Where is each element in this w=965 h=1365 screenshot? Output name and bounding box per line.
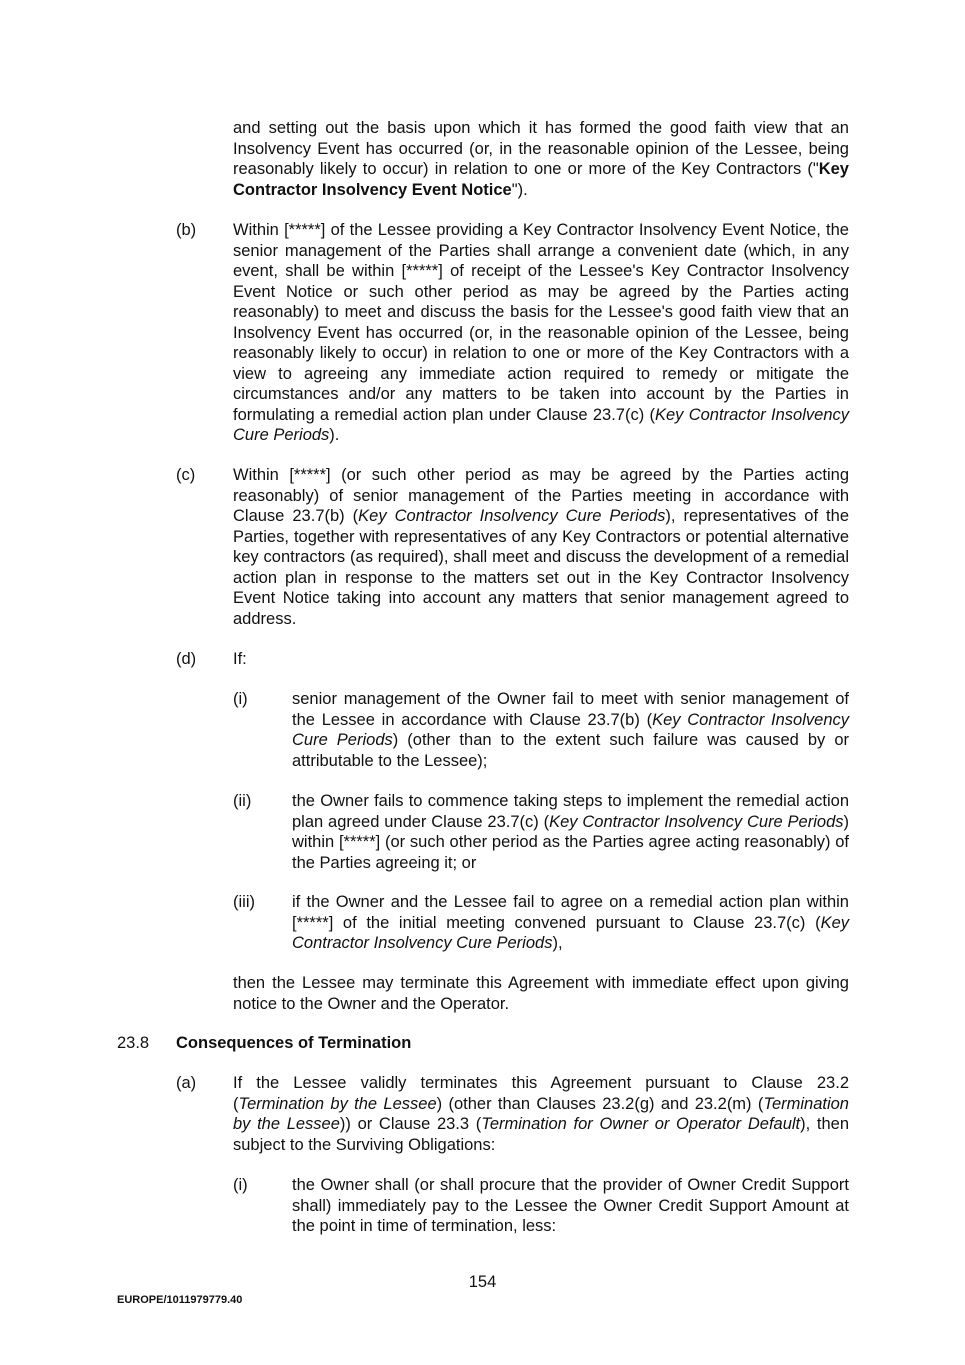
para-d-ii-italic: Key Contractor Insolvency Cure Periods [549, 812, 844, 831]
para-d-ii-label: (ii) [233, 792, 252, 810]
section-a-label: (a) [176, 1074, 197, 1092]
section-a-i3: Termination for Owner or Operator Default [481, 1115, 801, 1133]
intro-paragraph [233, 118, 849, 200]
section-a-t3: )) or Clause 23.3 ( [339, 1115, 482, 1133]
document-reference: EUROPE/1011979779.40 [117, 1294, 243, 1306]
intro-text-end: "). [511, 180, 528, 199]
para-c-label: (c) [176, 466, 196, 484]
para-d-iii-end: ), [552, 934, 563, 952]
para-d-i-end: ) (other than to the extent such failure was caused by or attributable to the Lessee); [292, 731, 849, 770]
section-title: Consequences of Termination [176, 1034, 412, 1052]
para-d-ii-end: ) within [*****] (or such other period as the Parties agree acting reasonably) of the Parties agreeing it; or [292, 812, 850, 872]
para-d-label: (d) [176, 650, 197, 668]
para-d-iii-text [292, 892, 849, 954]
para-b-main: Within [*****] of the Lessee providing a Key Contractor Insolvency Event Notice, the senior management of the Parties shall arrange a convenient date (which, in any event, shall be within [*****] of receipt of the Lessee's Key Contractor Insolvency Event Notice or such other period as may be agreed by the Parties acting reasonably) to meet and discuss the basis for the Lessee's good faith view that an Insolvency Event has occurred (or, in the reasonable opinion of the Lessee, being reasonably likely to occur) in relation to one or more of the Key Contractors with a view to agreeing any immediate action required to remedy or mitigate the circumstances and/or any matters to be taken into account by the Parties in formulating a remedial action plan under Clause 23.7(c) ( [233, 221, 849, 424]
para-d-then-text: then the Lessee may terminate this Agreement with immediate effect upon giving notice to the Owner and the Operator. [233, 974, 849, 1013]
para-d-i-main: senior management of the Owner fail to meet with senior management of the Lessee in accordance with Clause 23.7(b) ( [292, 690, 849, 729]
para-d-ii-text [292, 791, 849, 873]
para-d-iii-italic: Key Contractor Insolvency Cure Periods [292, 913, 849, 952]
section-a-t2: ) (other than Clauses 23.2(g) and 23.2(m) ( [436, 1094, 764, 1113]
para-c-main: Within [*****] (or such other period as may be agreed by the Parties acting reasonably) of senior management of the Parties meeting in accordance with Clause 23.7(b) ( [233, 466, 849, 525]
para-b-italic: Key Contractor Insolvency Cure Periods [233, 405, 849, 444]
para-d-i-text [292, 689, 849, 771]
para-d-iii-label: (iii) [233, 893, 255, 911]
para-d-ii-main: the Owner fails to commence taking steps to implement the remedial action plan agreed under Clause 23.7(c) ( [292, 792, 849, 831]
para-c-text [233, 465, 849, 629]
section-a-t1: If the Lessee validly terminates this Agreement pursuant to Clause 23.2 ( [233, 1074, 849, 1113]
section-a-i-label: (i) [233, 1176, 248, 1194]
defined-term: Key Contractor Insolvency Event Notice [233, 160, 849, 199]
para-d-i-italic: Key Contractor Insolvency Cure Periods [292, 710, 849, 749]
para-d-i-label: (i) [233, 690, 248, 708]
intro-text: and setting out the basis upon which it has formed the good faith view that an Insolvency Event has occurred (or, in the reasonable opinion of the Lessee, being reasonably likely to occur) in relation to one or more of the Key Contractors (" [233, 119, 849, 178]
para-d-text: If: [233, 650, 247, 668]
section-a-i1: Termination by the Lessee [238, 1094, 437, 1113]
section-a-i-text: the Owner shall (or shall procure that the provider of Owner Credit Support shall) immediately pay to the Lessee the Owner Credit Support Amount at the point in time of termination, less: [292, 1176, 849, 1235]
para-c-end: ), representatives of the Parties, together with representatives of any Key Contractors or potential alternative key contractors (as required), shall meet and discuss the development of a remedial action plan in response to the matters set out in the Key Contractor Insolvency Event Notice taking into account any matters that senior management agreed to address. [233, 507, 849, 628]
section-number: 23.8 [117, 1034, 150, 1052]
para-d-iii-main: if the Owner and the Lessee fail to agree on a remedial action plan within [*****] of the initial meeting convened pursuant to Clause 23.7(c) ( [292, 893, 849, 932]
para-b-end: ). [329, 426, 340, 444]
section-a-t4: ), then subject to the Surviving Obligations: [233, 1115, 850, 1154]
para-b-label: (b) [176, 221, 197, 239]
section-a-i2: Termination by the Lessee [233, 1094, 849, 1133]
para-c-italic: Key Contractor Insolvency Cure Periods [358, 507, 666, 525]
section-a-text [233, 1073, 849, 1155]
page-number: 154 [468, 1273, 497, 1291]
para-b-text [233, 220, 849, 446]
